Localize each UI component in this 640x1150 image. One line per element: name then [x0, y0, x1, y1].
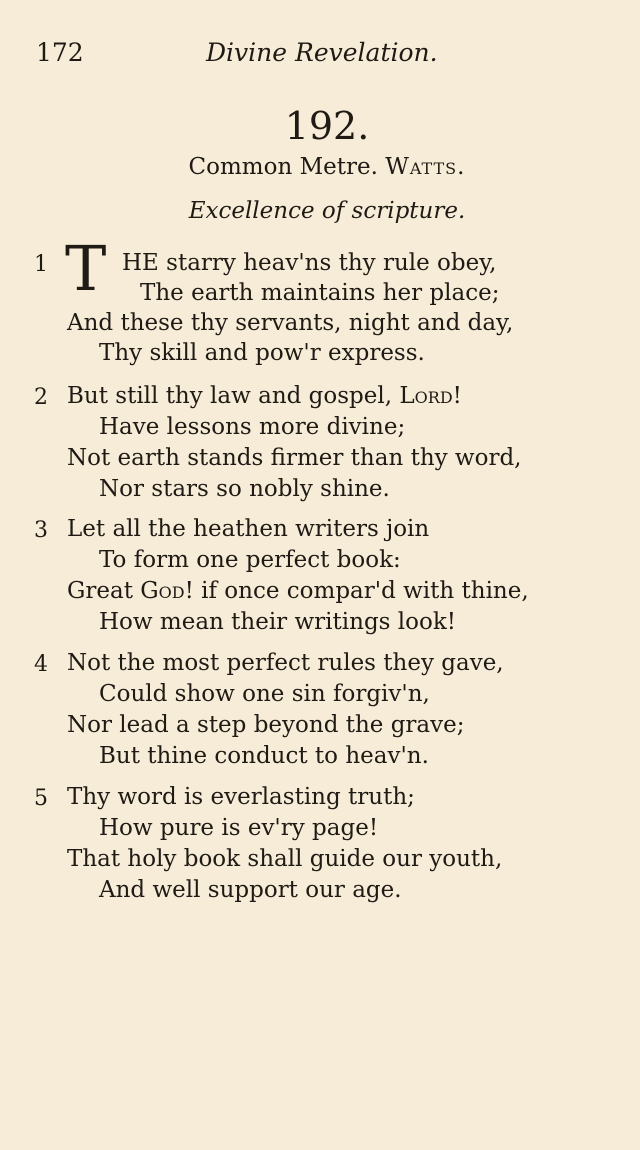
drop-cap: T: [65, 232, 107, 305]
verse-line: How mean their writings look!: [99, 609, 457, 635]
verse-line: Thy skill and pow'r express.: [99, 340, 425, 366]
verse-line: Not earth stands firmer than thy word,: [67, 445, 522, 471]
running-title: Divine Revelation.: [206, 38, 438, 67]
verse-line: But still thy law and gospel, Lord!: [67, 383, 462, 409]
verse-line: Thy word is everlasting truth;: [67, 784, 415, 810]
verse-line: Let all the heathen writers join: [67, 516, 430, 542]
verse-line: How pure is ev'ry page!: [99, 815, 379, 841]
stanza-number: 1: [34, 252, 48, 277]
verse-line: To form one perfect book:: [99, 547, 401, 573]
hymn-number: 192.: [284, 104, 370, 148]
verse-line: Not the most perfect rules they gave,: [67, 650, 504, 676]
stanza-number: 2: [34, 385, 48, 410]
page-number: 172: [36, 38, 84, 67]
verse-line: Nor lead a step beyond the grave;: [67, 712, 465, 738]
verse-line: Nor stars so nobly shine.: [99, 476, 390, 502]
verse-line: HE starry heav'ns thy rule obey,: [122, 250, 497, 276]
stanza-number: 3: [34, 518, 48, 543]
verse-line: That holy book shall guide our youth,: [67, 846, 503, 872]
verse-line: And well support our age.: [99, 877, 402, 903]
stanza-number: 5: [34, 786, 48, 811]
verse-line: Great God! if once compar'd with thine,: [67, 578, 529, 604]
author: Watts.: [385, 154, 466, 180]
verse-line: Could show one sin forgiv'n,: [99, 681, 430, 707]
stanza-number: 4: [34, 652, 48, 677]
meter: Common Metre.: [188, 154, 378, 180]
running-head: [36, 38, 600, 78]
hymn-subject: Excellence of scripture.: [188, 198, 466, 224]
verse-line: Have lessons more divine;: [99, 414, 406, 440]
meter-line: [0, 154, 640, 180]
verse-line: The earth maintains her place;: [140, 280, 500, 306]
verse-line: But thine conduct to heav'n.: [99, 743, 429, 769]
verse-line: And these thy servants, night and day,: [67, 310, 514, 336]
